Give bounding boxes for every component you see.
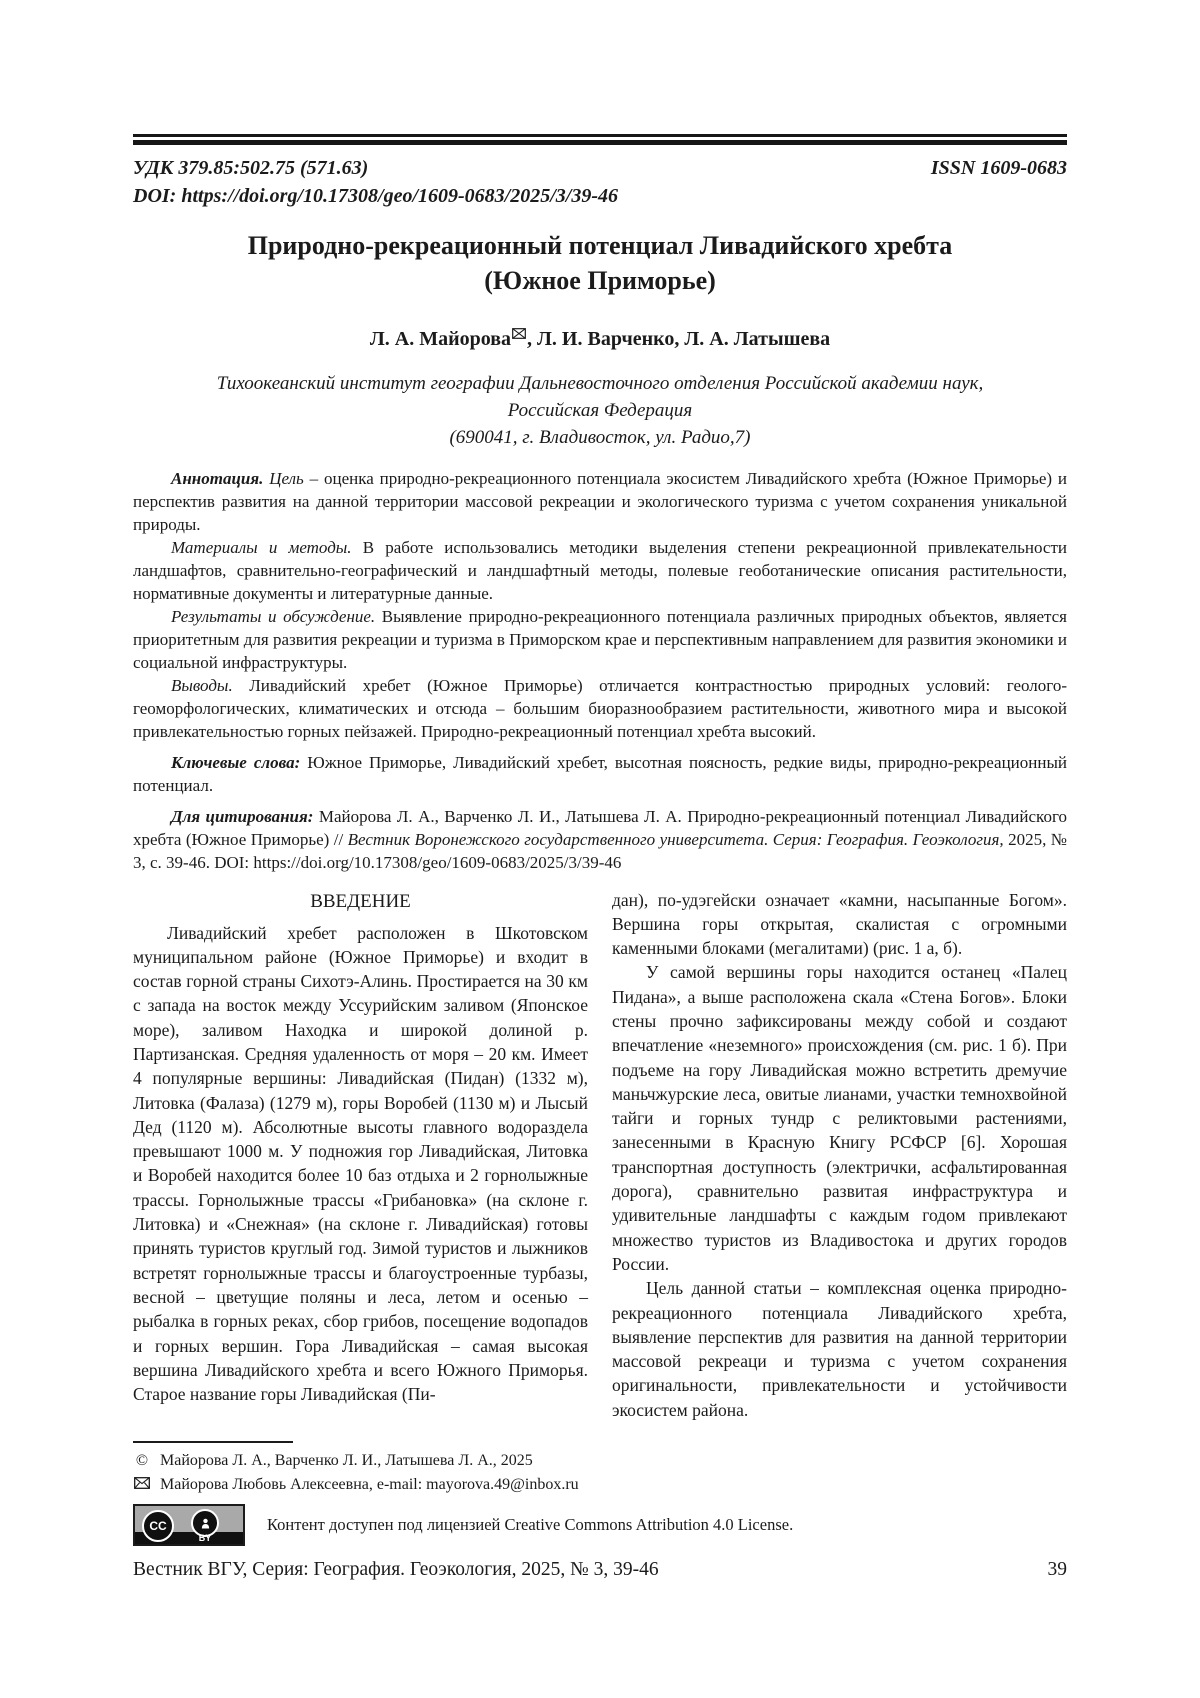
issn-code: ISSN 1609-0683 bbox=[930, 156, 1067, 179]
author-name: Л. А. Майорова bbox=[369, 327, 512, 350]
article-title bbox=[133, 228, 1067, 298]
authors-line bbox=[133, 320, 1067, 352]
udc-code: УДК 379.85:502.75 (571.63) bbox=[133, 156, 369, 179]
corresponding-author-envelope-icon bbox=[512, 322, 526, 344]
keywords-label: Ключевые слова: bbox=[171, 752, 301, 772]
goal-label: Цель bbox=[269, 468, 304, 488]
license-row bbox=[133, 1504, 1067, 1546]
license-text: Контент доступен под лицензией Creative Commons Attribution 4.0 License. bbox=[267, 1515, 794, 1534]
methods-text: В работе использовались методики выделения степени рекреационной привлекательности ландшафтов, сравнительно-географический и ландшафтный методы, полевые геоботанические описания растительности, нормативные документы и литературные данные. bbox=[133, 537, 1067, 603]
introduction-paragraph-2: У самой вершины горы находится останец «Палец Пидана», а выше расположена скала «Стена Богов». Блоки стены прочно зафиксированы между собой и создают впечатление «неземного» происхождения (см. рис. 1 б). При подъеме на гору Ливадийская можно встретить дремучие маньчжурские леса, овитые лианами, участки темнохвойной тайги и горных тундр с реликтовыми растениями, занесенными в Красную Книгу РСФСР [6]. Хорошая транспортная доступность (электрички, асфальтированная дорога), сравнительно развитая инфраструктура и удивительные ландшафты с каждым годом привлекают множество туристов из Владивостока и других городов России. bbox=[612, 962, 1067, 1274]
article-title-line1: Природно-рекреационный потенциал Ливадийского хребта bbox=[247, 230, 953, 260]
cc-by-license-badge-icon bbox=[133, 1504, 245, 1546]
corresponding-author-email[interactable]: Майорова Любовь Алексеевна, e-mail: mayorova.49@inbox.ru bbox=[160, 1476, 579, 1493]
abstract-results-paragraph bbox=[133, 605, 1067, 674]
copyright-text: Майорова Л. А., Варченко Л. И., Латышева Л. А., 2025 bbox=[160, 1452, 533, 1469]
rule-thick bbox=[133, 140, 1067, 145]
journal-footer-line: Вестник ВГУ, Серия: География. Геоэкология, 2025, № 3, 39-46 bbox=[133, 1559, 659, 1580]
affiliation bbox=[133, 370, 1067, 451]
keywords-section bbox=[133, 751, 1067, 797]
citation-journal: Вестник Воронежского государственного университета. Серия: География. Геоэкология, bbox=[347, 829, 1004, 849]
introduction-paragraph-3: Цель данной статьи – комплексная оценка природно-рекреационного потенциала Ливадийского хребта, выявление перспектив для развития на данной территории массовой рекреаци и туризма с учетом сохранения оригинальности, привлекательности и устойчивости экосистем района. bbox=[612, 1278, 1067, 1420]
annotation-text: – оценка природно-рекреационного потенциала экосистем Ливадийского хребта (Южное Приморье) и перспектив развития на данной территории массовой рекреации и экологического туризма с учетом сохранения уникальной природы. bbox=[133, 468, 1067, 534]
header-meta-row bbox=[133, 154, 1067, 182]
corresponding-author-line bbox=[133, 1473, 1067, 1497]
results-label: Результаты и обсуждение. bbox=[171, 606, 376, 626]
by-label: BY bbox=[198, 1533, 212, 1543]
abstract-conclusions-paragraph bbox=[133, 674, 1067, 743]
citation-section bbox=[133, 805, 1067, 874]
conclusions-label: Выводы. bbox=[171, 675, 233, 695]
left-column bbox=[133, 888, 588, 1423]
right-column bbox=[612, 888, 1067, 1423]
page-number: 39 bbox=[1047, 1559, 1067, 1580]
body-columns bbox=[133, 888, 1067, 1423]
affiliation-line1: Тихоокеанский институт географии Дальневосточного отделения Российской академии наук, bbox=[216, 372, 984, 394]
results-text: Выявление природно-рекреационного потенциала различных природных объектов, является приоритетным для развития рекреации и туризма в Приморском крае и перспективным направлением для развития экономики и социальной инфраструктуры. bbox=[133, 606, 1067, 672]
authors-rest: , Л. И. Варченко, Л. А. Латышева bbox=[527, 327, 831, 350]
keywords-paragraph bbox=[133, 751, 1067, 797]
doi-line[interactable]: DOI: https://doi.org/10.17308/geo/1609-0683/2025/3/39-46 bbox=[133, 184, 618, 207]
envelope-icon bbox=[133, 1473, 151, 1497]
keywords-text: Южное Приморье, Ливадийский хребет, высотная поясность, редкие виды, природно-рекреационный потенциал. bbox=[133, 752, 1067, 795]
citation-part1: Майорова Л. А., Варченко Л. И., Латышева Л. А. Природно-рекреационный потенциал Ливадийского хребта (Южное Приморье) // bbox=[133, 806, 1067, 849]
conclusions-text: Ливадийский хребет (Южное Приморье) отличается контрастностью природных условий: геолого-геоморфологических, климатических и отсюда – большим биоразнообразием растительности, животного мира и высокой привлекательностью горных пейзажей. Природно-рекреационный потенциал хребта высокий. bbox=[133, 675, 1067, 741]
affiliation-line3: (690041, г. Владивосток, ул. Радио,7) bbox=[449, 426, 751, 448]
copyright-symbol: © bbox=[135, 1452, 149, 1469]
footnote-divider bbox=[133, 1441, 293, 1443]
introduction-heading: ВВЕДЕНИЕ bbox=[310, 890, 411, 912]
annotation-label: Аннотация. bbox=[171, 468, 270, 488]
copyright-line bbox=[133, 1449, 1067, 1473]
header-double-rule bbox=[133, 134, 1067, 145]
citation-paragraph bbox=[133, 805, 1067, 874]
article-title-line2: (Южное Приморье) bbox=[484, 265, 716, 295]
page-footer bbox=[133, 1556, 1067, 1584]
affiliation-line2: Российская Федерация bbox=[507, 399, 693, 421]
citation-part2[interactable]: 2025, № 3, с. 39-46. DOI: https://doi.org/10.17308/geo/1609-0683/2025/3/39-46 bbox=[133, 829, 1067, 872]
footnote-block bbox=[133, 1441, 1067, 1546]
introduction-paragraph-left: Ливадийский хребет расположен в Шкотовском муниципальном районе (Южное Приморье) и входит в состав горной страны Сихотэ-Алинь. Простирается на 30 км с запада на восток между Уссурийским заливом (Японское море), заливом Находка и широкой долиной р. Партизанская. Средняя удаленность от моря – 20 км. Имеет 4 популярные вершины: Ливадийская (Пидан) (1332 м), Литовка (Фалаза) (1279 м), горы Воробей (1130 м) и Лысый Дед (1120 м). Абсолютные высоты главного водораздела превышают 1000 м. У подножия гор Ливадийская, Литовка и Воробей находится более 10 баз отдыха и 2 горнолыжные трассы. Горнолыжные трассы «Грибановка» (на склоне г. Литовка) и «Снежная» (на склоне г. Ливадийская) готовы принять туристов круглый год. Зимой туристов и лыжников встретят горнолыжные трассы и благоустроенные турбазы, весной – цветущие поляны и леса, летом и осенью – рыбалка в горных реках, сбор грибов, посещение водопадов и горных вершин. Гора Ливадийская – самая высокая вершина Ливадийского хребта и всего Южного Приморья. Старое название горы Ливадийская (Пи- bbox=[133, 922, 588, 1405]
introduction-paragraph-continuation: дан), по-удэгейски означает «камни, насыпанные Богом». Вершина горы открытая, скалистая с огромными каменными блоками (мегалитами) (рис. 1 а, б). bbox=[612, 889, 1067, 959]
citation-label: Для цитирования: bbox=[171, 806, 314, 826]
methods-label: Материалы и методы. bbox=[171, 537, 352, 557]
cc-icon: CC bbox=[142, 1510, 174, 1542]
abstract-annotation-paragraph bbox=[133, 467, 1067, 536]
abstract-methods-paragraph bbox=[133, 536, 1067, 605]
abstract-section bbox=[133, 467, 1067, 743]
